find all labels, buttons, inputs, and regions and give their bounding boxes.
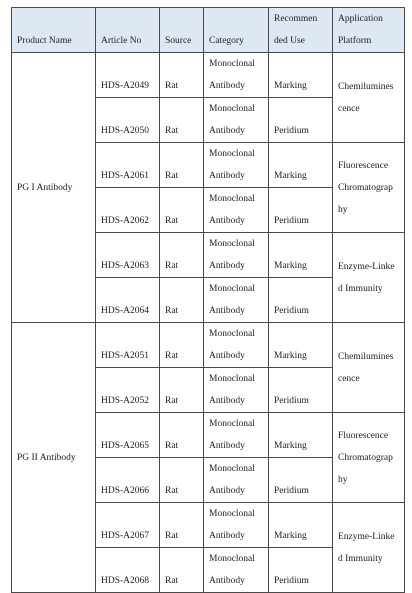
table-row [12,53,405,98]
table-row [12,323,405,368]
product-name-cell: PG II Antibody [12,323,96,593]
article-no-cell: HDS-A2067 [96,503,160,548]
category-line1: Monoclonal [209,554,255,564]
article-no-cell: HDS-A2064 [96,278,160,323]
application-platform-cell [333,233,405,323]
category-line1: Monoclonal [209,329,255,339]
recommended-use-cell: Marking [269,503,333,548]
application-platform-line: Chemilumines [338,81,394,92]
table-header-row [12,8,405,53]
source-cell: Rat [160,368,204,413]
antibody-product-table [11,7,405,593]
application-platform-line: Chromatograp [338,452,393,463]
category-line1: Monoclonal [209,104,255,114]
source-cell: Rat [160,188,204,233]
article-no-cell: HDS-A2050 [96,98,160,143]
application-platform-line: Fluorescence [338,430,389,441]
category-cell [204,188,269,233]
category-line2: Antibody [209,306,245,316]
recommended-use-cell: Peridium [269,368,333,413]
application-platform-line: hy [338,204,348,215]
application-platform-line: Chromatograp [338,182,393,193]
source-cell: Rat [160,143,204,188]
recommended-use-cell: Peridium [269,278,333,323]
recommended-use-cell: Marking [269,233,333,278]
category-line2: Antibody [209,81,245,91]
header-application-platform-line1: Application [338,14,383,24]
category-line1: Monoclonal [209,509,255,519]
category-cell [204,413,269,458]
article-no-cell: HDS-A2061 [96,143,160,188]
source-cell: Rat [160,503,204,548]
application-platform-line: d Immunity [338,283,383,294]
source-cell: Rat [160,548,204,593]
application-platform-cell [333,323,405,413]
category-line1: Monoclonal [209,59,255,69]
category-cell [204,503,269,548]
recommended-use-cell: Peridium [269,548,333,593]
category-cell [204,323,269,368]
application-platform-line: Enzyme-Linke [338,261,395,272]
header-recommended-use-line2: ded Use [274,36,305,46]
application-platform-line: d Immunity [338,553,383,564]
category-line1: Monoclonal [209,419,255,429]
article-no-cell: HDS-A2063 [96,233,160,278]
header-application-platform-line2: Platform [338,36,372,46]
category-cell [204,548,269,593]
application-platform-cell [333,503,405,593]
application-platform-line: Fluorescence [338,160,389,171]
category-cell [204,278,269,323]
source-cell: Rat [160,98,204,143]
product-name-cell: PG I Antibody [12,53,96,323]
application-platform-cell [333,143,405,233]
source-cell: Rat [160,278,204,323]
source-cell: Rat [160,458,204,503]
article-no-cell: HDS-A2068 [96,548,160,593]
article-no-cell: HDS-A2049 [96,53,160,98]
application-platform-cell [333,413,405,503]
category-cell [204,98,269,143]
category-cell [204,53,269,98]
article-no-cell: HDS-A2062 [96,188,160,233]
category-cell [204,233,269,278]
application-platform-cell [333,53,405,143]
application-platform-line: Enzyme-Linke [338,531,395,542]
category-line1: Monoclonal [209,284,255,294]
table-body [12,53,405,593]
category-line1: Monoclonal [209,194,255,204]
category-line2: Antibody [209,531,245,541]
recommended-use-cell: Marking [269,53,333,98]
article-no-cell: HDS-A2066 [96,458,160,503]
recommended-use-cell: Marking [269,413,333,458]
category-line1: Monoclonal [209,149,255,159]
source-cell: Rat [160,53,204,98]
article-no-cell: HDS-A2065 [96,413,160,458]
header-recommended-use [269,8,333,53]
category-line2: Antibody [209,576,245,586]
recommended-use-cell: Peridium [269,98,333,143]
category-line1: Monoclonal [209,374,255,384]
source-cell: Rat [160,413,204,458]
category-line1: Monoclonal [209,464,255,474]
recommended-use-cell: Peridium [269,458,333,503]
category-cell [204,368,269,413]
category-line2: Antibody [209,486,245,496]
header-category: Category [204,8,269,53]
category-line2: Antibody [209,351,245,361]
recommended-use-cell: Peridium [269,188,333,233]
header-recommended-use-line1: Recommen [274,14,318,24]
category-cell [204,458,269,503]
application-platform-line: Chemilumines [338,351,394,362]
category-line2: Antibody [209,216,245,226]
header-source: Source [160,8,204,53]
source-cell: Rat [160,233,204,278]
category-line2: Antibody [209,441,245,451]
header-article-no: Article No [96,8,160,53]
recommended-use-cell: Marking [269,143,333,188]
header-product-name: Product Name [12,8,96,53]
recommended-use-cell: Marking [269,323,333,368]
category-line2: Antibody [209,171,245,181]
source-cell: Rat [160,323,204,368]
category-cell [204,143,269,188]
header-application-platform [333,8,405,53]
category-line2: Antibody [209,261,245,271]
category-line2: Antibody [209,396,245,406]
category-line2: Antibody [209,126,245,136]
article-no-cell: HDS-A2051 [96,323,160,368]
application-platform-line: cence [338,373,360,384]
application-platform-line: cence [338,103,360,114]
application-platform-line: hy [338,474,348,485]
article-no-cell: HDS-A2052 [96,368,160,413]
category-line1: Monoclonal [209,239,255,249]
